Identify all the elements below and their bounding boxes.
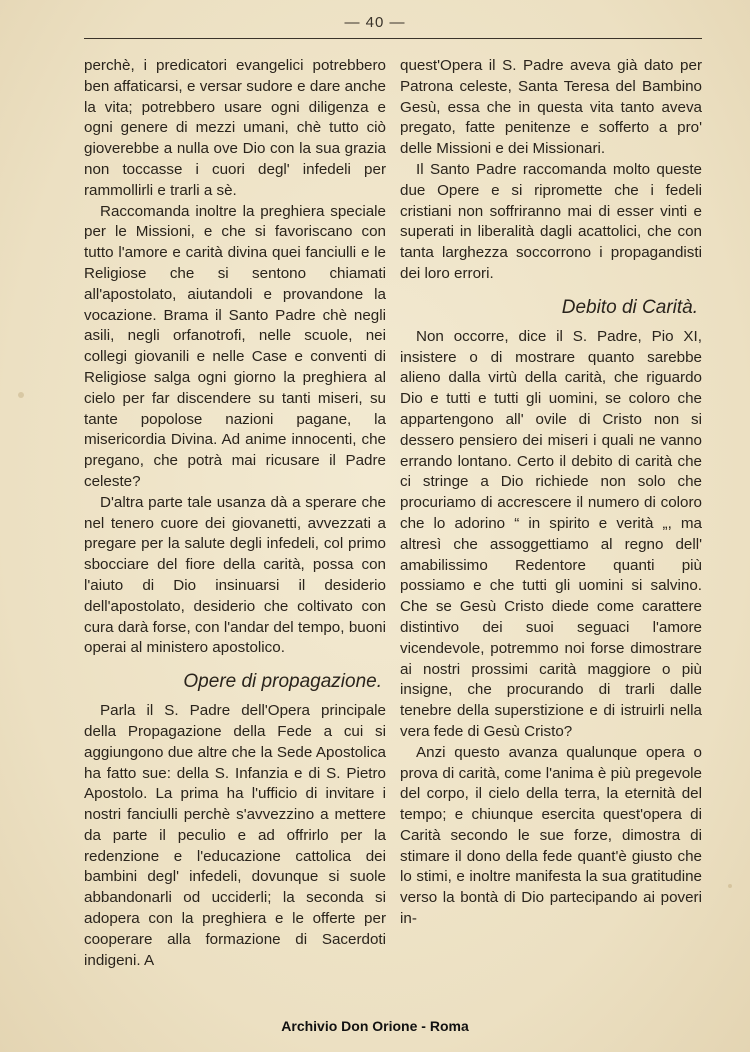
- section-heading: Opere di propagazione.: [183, 671, 382, 693]
- paper-spot: [728, 884, 732, 888]
- page-number: — 40 —: [344, 14, 406, 31]
- paper-spot: [18, 392, 24, 398]
- paragraph: D'altra parte tale usanza dà a sperare che nel tenero cuore dei giovanetti, avvezzati a pregare per la salute degli infedeli, col primo sbocciare del fiore della carità, possa con l'aiuto di Dio insinuarsi il desiderio dell'apostolato, desiderio che coltivato con cura darà forse, con l'andar del tempo, buoni operai al ministero apostolico.: [84, 493, 386, 657]
- paragraph: Parla il S. Padre dell'Opera principale della Propagazione della Fede a cui si aggiungono due altre che la Sede Apostolica ha fatto sue: della S. Infanzia e di S. Pietro Apostolo. La prima ha l'ufficio di invitare i nostri fanciulli perchè s'avvezzino a mettere da parte il peculio e ad offrirlo per la redenzione e l'educazione cattolica dei bambini degl' infedeli, dovunque si suole abbandonarli od ucciderli; la seconda si adopera con la preghiera e le offerte per cooperare alla formazione di Sacerdoti indigeni. A: [84, 702, 386, 969]
- paragraph: Anzi questo avanza qualunque opera o prova di carità, come l'anima è più pregevole del corpo, il cielo della terra, la eternità del tempo; e chiunque esercita quest'opera di Carità secondo le sue forze, dimostra di stimare il dono della fede quant'è giusto che lo stimi, e inoltre manifesta la sua gratitudine verso la bontà di Dio partecipando ai poveri in-: [400, 743, 702, 928]
- archive-footer: Archivio Don Orione - Roma: [281, 1018, 469, 1034]
- paragraph: perchè, i predicatori evangelici potrebbero ben affaticarsi, e versar sudore e dare anche la vita; potrebbero usare ogni diligenza e ogni genere di mezzi umani, chè tutto ciò gioverebbe a nulla ove Dio con la sua grazia non toccasse i cuori degl' infedeli per rammollirli e trarli a sè.: [84, 57, 386, 199]
- paragraph: Il Santo Padre raccomanda molto queste due Opere e si ripromette che i fedeli cristiani non soffriranno mai di esser vinti e superati in liberalità dagli acattolici, che con tanta larghezza soccorrono i propagandisti dei loro errori.: [400, 160, 702, 282]
- right-column: [400, 56, 702, 930]
- paragraph: Raccomanda inoltre la preghiera speciale per le Missioni, e che si favoriscano con tutto l'amore e carità divina quei fanciulli e le Religiose che si sentono chiamati all'apostolato, aiutandoli e provandone la vocazione. Brama il Santo Padre chè negli asili, negli orfanotrofi, nelle scuole, nei collegi giovanili e nelle Case e conventi di Religiose salga ogni giorno la preghiera al cielo per far discendere su tanti miseri, su tante popolose nazioni pagane, la misericordia Divina. Ad anime innocenti, che pregano, che potrà mai ricusare il Padre celeste?: [84, 202, 386, 490]
- section-heading: Debito di Carità.: [561, 296, 698, 318]
- left-column: [84, 56, 386, 971]
- paragraph: Non occorre, dice il S. Padre, Pio XI, insistere o di mostrare quanto sarebbe alieno dalla virtù della carità, che riguardo Dio e tutti e tutti gli uomini, se coloro che appartengono all' ovile di Cristo non si dessero pensiero dei miseri i quali ne vanno errando lontano. Certo il debito di carità che ci stringe a Dio richiede non solo che procuriamo di accrescere il numero di coloro che lo adorino “ in spirito e verità „, ma altresì che assoggettiamo al regno dell' amabilissimo Redentore quanti più possiamo e che tutti gli uomini si salvino. Che se Gesù Cristo diede come carattere distintivo dei suoi seguaci l'amore vicendevole, potremmo noi forse dimostrare ai nostri prossimi carità maggiore o più insigne, che procurando di trarli dalle tenebre della superstizione e di istruirli nella vera fede di Gesù Cristo?: [400, 327, 702, 740]
- header-rule: [84, 38, 702, 39]
- paragraph: quest'Opera il S. Padre aveva già dato per Patrona celeste, Santa Teresa del Bambino Gesù, essa che in questa vita tanto aveva pregato, fatte penitenze e sofferto a pro' delle Missioni e dei Missionari.: [400, 57, 702, 158]
